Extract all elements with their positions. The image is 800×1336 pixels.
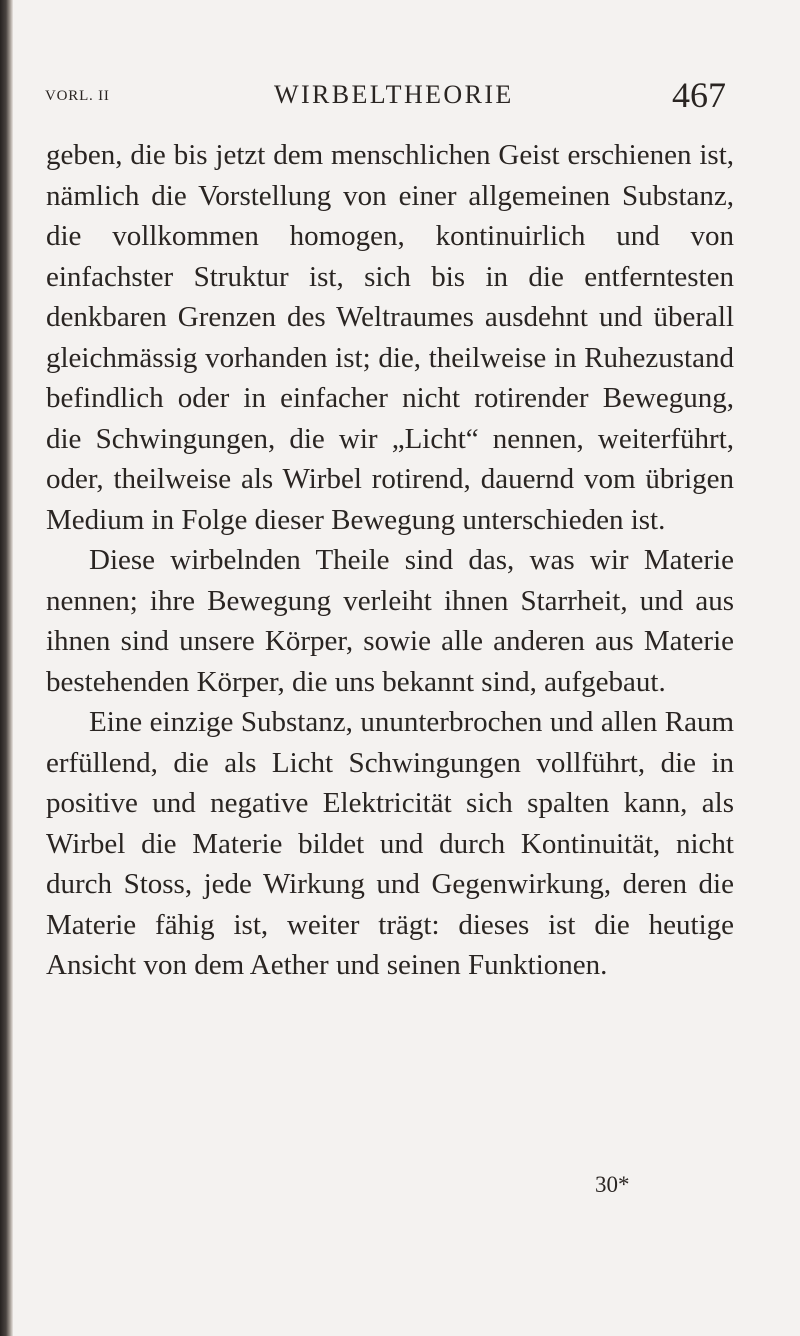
- page-edge-shadow: [0, 0, 13, 1336]
- page-number: 467: [672, 75, 726, 115]
- paragraph: Diese wirbelnden Theile sind das, was wir Materie nennen; ihre Bewegung verleiht ihnen Starrheit, und aus ihnen sind unsere Körper, sowie alle anderen aus Materie bestehenden Körper, die uns bekannt sind, aufgebaut.: [46, 544, 734, 698]
- signature-mark: 30*: [595, 1172, 630, 1197]
- paragraph: geben, die bis jetzt dem menschlichen Geist erschienen ist, nämlich die Vorstellung von einer allgemeinen Substanz, die vollkommen homogen, kontinuirlich und von einfachster Struktur ist, sich bis in die entferntesten denkbaren Grenzen des Weltraumes ausdehnt und überall gleichmässig vorhanden ist; die, theilweise in Ruhezustand befindlich oder in einfacher nicht rotirender Bewegung, die Schwingungen, die wir „Licht“ nennen, weiterführt, oder, theilweise als Wirbel rotirend, dauernd vom übrigen Medium in Folge dieser Bewegung unterschieden ist.: [46, 139, 734, 536]
- body-text: [46, 135, 734, 986]
- chapter-reference: VORL. II: [45, 88, 110, 104]
- running-title: WIRBELTHEORIE: [274, 80, 514, 109]
- running-header: [45, 76, 735, 116]
- paragraph: Eine einzige Substanz, ununterbrochen und allen Raum erfüllend, die als Licht Schwingungen vollführt, die in positive und negative Elektricität sich spalten kann, als Wirbel die Materie bildet und durch Kontinuität, nicht durch Stoss, jede Wirkung und Gegenwirkung, deren die Materie fähig ist, weiter trägt: dieses ist die heutige Ansicht von dem Aether und seinen Funktionen.: [46, 706, 734, 981]
